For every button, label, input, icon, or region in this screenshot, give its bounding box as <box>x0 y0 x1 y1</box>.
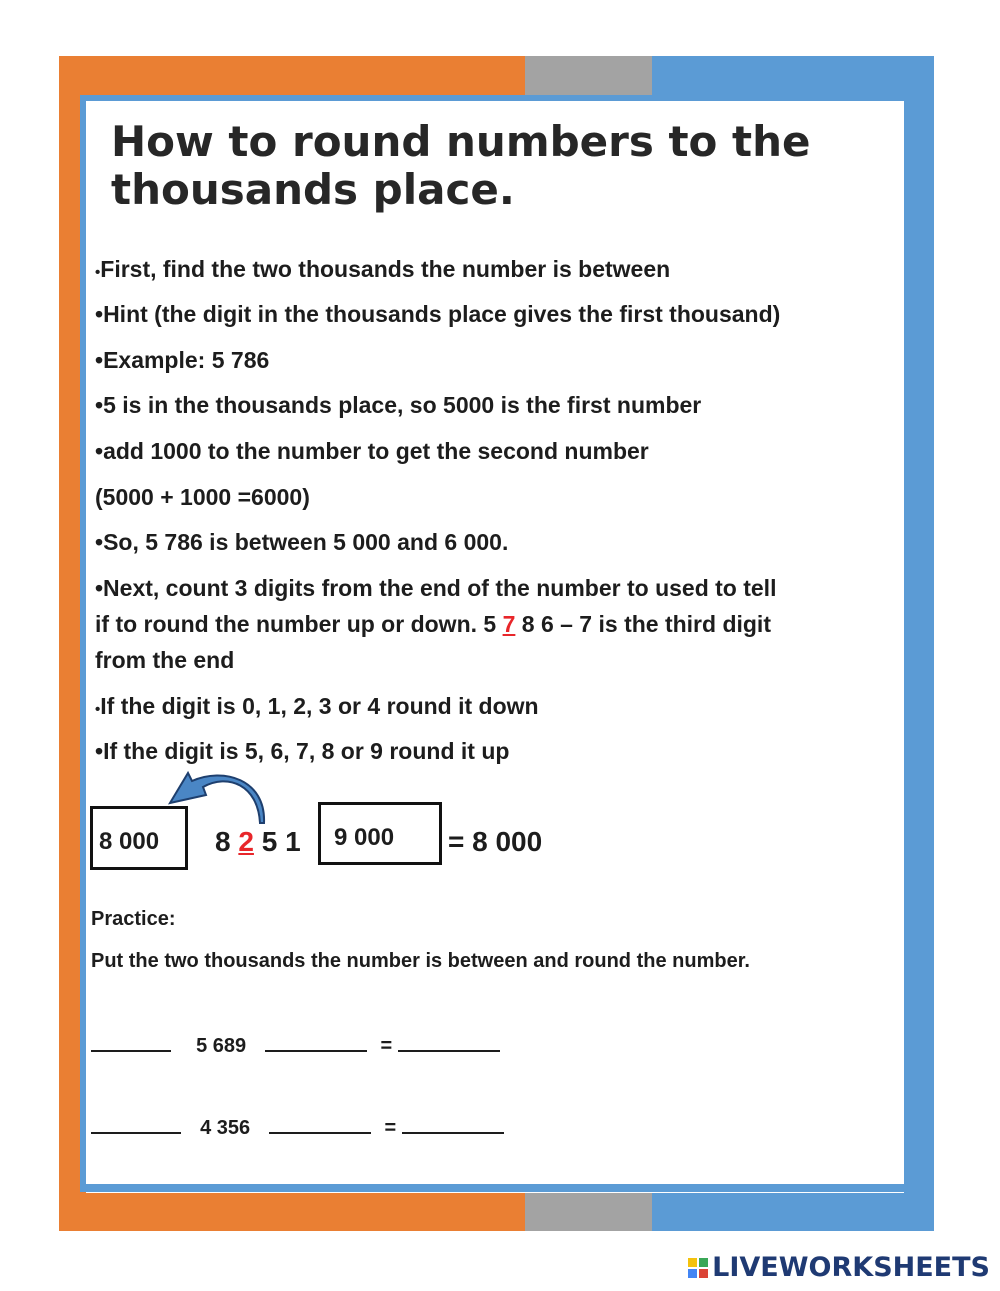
rule-line: •If the digit is 5, 6, 7, 8 or 9 round it up <box>95 738 510 764</box>
instruction-line: (5000 + 1000 =6000) <box>95 484 310 510</box>
upper-thousand-box: 9 000 <box>318 802 442 865</box>
brand-logo-icon <box>688 1258 708 1278</box>
frame-bottom-orange <box>59 1193 525 1231</box>
page-title: How to round numbers to the thousands place. <box>111 117 811 214</box>
lower-thousand-box: 8 000 <box>90 806 188 870</box>
instruction-line: •Example: 5 786 <box>95 347 270 373</box>
lower-answer-blank[interactable] <box>91 1114 181 1134</box>
next-step-line-2: if to round the number up or down. 5 7 8 6 – 7 is the third digit <box>95 611 771 637</box>
rounded-answer-blank[interactable] <box>398 1032 500 1052</box>
instruction-line: •First, find the two thousands the number is between <box>95 256 671 282</box>
frame-bottom-gray <box>525 1193 652 1231</box>
instruction-line: •Hint (the digit in the thousands place gives the first thousand) <box>95 301 781 327</box>
rounded-answer-blank[interactable] <box>402 1114 504 1134</box>
next-step-line-1: •Next, count 3 digits from the end of the number to used to tell <box>95 575 777 601</box>
upper-answer-blank[interactable] <box>265 1032 367 1052</box>
lower-answer-blank[interactable] <box>91 1032 171 1052</box>
practice-item-2: 4 356 = <box>91 1114 504 1140</box>
instruction-line: •So, 5 786 is between 5 000 and 6 000. <box>95 529 509 555</box>
brand-name: LIVEWORKSHEETS <box>712 1252 990 1283</box>
practice-heading: Practice: <box>91 908 176 930</box>
instruction-line: •5 is in the thousands place, so 5000 is the first number <box>95 392 702 418</box>
example-number: 8 2 5 1 <box>215 826 301 857</box>
rule-line: •If the digit is 0, 1, 2, 3 or 4 round it down <box>95 693 539 719</box>
highlighted-digit: 7 <box>502 611 516 637</box>
highlighted-digit: 2 <box>238 826 254 857</box>
instruction-line: •add 1000 to the number to get the second number <box>95 438 649 464</box>
upper-answer-blank[interactable] <box>269 1114 371 1134</box>
frame-bottom-blue <box>652 1193 934 1231</box>
next-step-line-3: from the end <box>95 647 235 673</box>
practice-item-1: 5 689 = <box>91 1032 500 1058</box>
example-result: = 8 000 <box>448 826 543 857</box>
practice-instruction: Put the two thousands the number is between and round the number. <box>91 950 750 972</box>
brand-logo <box>688 1252 990 1283</box>
